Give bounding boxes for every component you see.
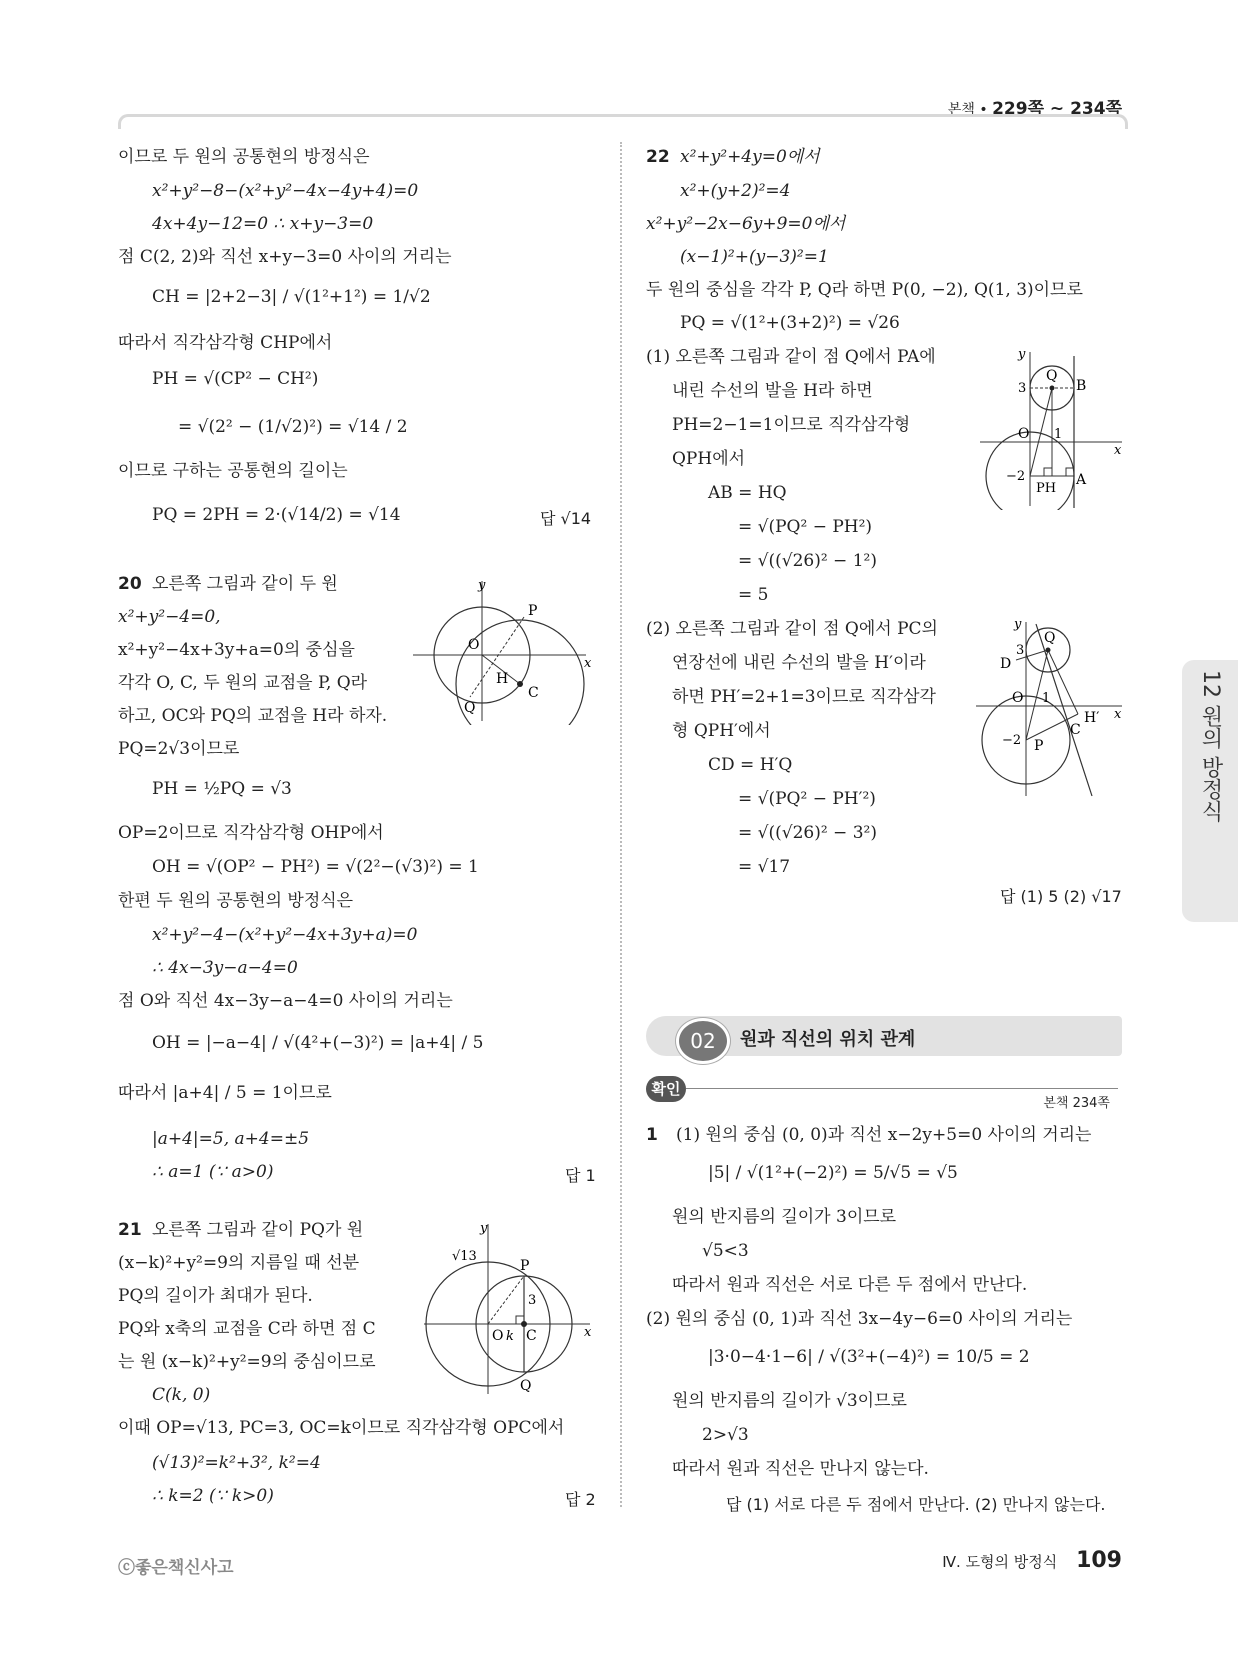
text-line: 하고, OC와 PQ의 교점을 H라 하자. — [118, 706, 388, 726]
text-line: 이므로 두 원의 공통현의 방정식은 — [118, 147, 370, 167]
text-line: (1) 원의 중심 (0, 0)과 직선 x−2y+5=0 사이의 거리는 — [676, 1125, 1092, 1145]
equation-line: |3·0−4·1−6| / √(3²+(−4)²) = 10/5 = 2 — [708, 1347, 1030, 1367]
fig-label: √13 — [452, 1249, 477, 1264]
equation-line: (√13)²=k²+3², k²=4 — [152, 1453, 321, 1473]
text-line: 원의 반지름의 길이가 3이므로 — [672, 1207, 897, 1227]
chapter-name: Ⅳ. 도형의 방정식 — [942, 1553, 1058, 1571]
equation-line: PQ = 2PH = 2·(√14/2) = √14 — [152, 505, 401, 525]
equation-line: |a+4|=5, a+4=±5 — [152, 1129, 310, 1149]
figure-tangent-2 — [972, 616, 1128, 804]
fig-label: D — [1000, 656, 1012, 672]
text-line: 하면 PH′=2+1=3이므로 직각삼각 — [672, 687, 936, 707]
fig-label: x — [584, 656, 592, 671]
text-line: (2) 오른쪽 그림과 같이 점 Q에서 PC의 — [646, 619, 938, 639]
equation-line: OH = √(OP² − PH²) = √(2²−(√3)²) = 1 — [152, 857, 479, 877]
fig-label: PH — [1036, 481, 1057, 496]
header-pages: 229쪽 ~ 234쪽 — [992, 99, 1122, 119]
fig-label: y — [1014, 617, 1022, 632]
fig-label: C — [526, 1328, 537, 1344]
equation-line: PH = √(CP² − CH²) — [152, 369, 319, 389]
fig-label: H′ — [1084, 710, 1100, 726]
equation-line: |5| / √(1²+(−2)²) = 5/√5 = √5 — [708, 1163, 958, 1183]
fig-label: O — [1018, 426, 1030, 442]
answer-badge: 답 (1) 5 (2) √17 — [1000, 887, 1122, 906]
equation-line: = √(2² − (1/√2)²) = √14 / 2 — [178, 417, 408, 437]
equation-line: = √((√26)² − 3²) — [738, 823, 877, 843]
fig-label: H — [496, 671, 509, 687]
page-footer — [942, 1548, 1122, 1573]
fig-label: P — [528, 603, 538, 619]
text-line: 각각 O, C, 두 원의 교점을 P, Q라 — [118, 673, 368, 693]
equation-line: √5<3 — [702, 1241, 749, 1261]
page-number: 109 — [1076, 1548, 1122, 1573]
text-line: 따라서 직각삼각형 CHP에서 — [118, 333, 333, 353]
fig-label: x — [584, 1325, 592, 1340]
text-line: 는 원 (x−k)²+y²=9의 중심이므로 — [118, 1352, 376, 1372]
equation-line: CH = |2+2−3| / √(1²+1²) = 1/√2 — [152, 287, 431, 307]
text-line: 형 QPH′에서 — [672, 721, 771, 741]
section-number: 02 — [676, 1018, 730, 1064]
problem-number: 1 — [646, 1125, 658, 1145]
equation-line: ∴ k=2 (∵ k>0) — [152, 1486, 274, 1506]
fig-label: B — [1076, 378, 1087, 394]
fig-label: y — [1018, 347, 1026, 362]
fig-label: x — [1114, 707, 1122, 722]
equation-line: x²+y²−4=0, — [118, 607, 221, 627]
header-label: 본책 — [947, 102, 975, 118]
equation-line: = √(PQ² − PH′²) — [738, 789, 876, 809]
text-line: QPH에서 — [672, 449, 746, 469]
equation-line: PH = ½PQ = √3 — [152, 779, 292, 799]
text-line: (1) 오른쪽 그림과 같이 점 Q에서 PA에 — [646, 347, 936, 367]
fig-label: k — [506, 1329, 514, 1344]
equation-line: x²+y²−2x−6y+9=0에서 — [646, 214, 846, 234]
text-line: 두 원의 중심을 각각 P, Q라 하면 P(0, −2), Q(1, 3)이므로 — [646, 280, 1083, 300]
text-line: 이므로 구하는 공통현의 길이는 — [118, 461, 348, 481]
chapter-tab-label: 12 원의 방정식 — [1198, 670, 1223, 822]
publisher-logo: ⓒ좋은책신사고 — [118, 1558, 234, 1578]
fig-label: x — [1114, 443, 1122, 458]
equation-line: AB = HQ — [708, 483, 787, 503]
fig-label: O — [1012, 690, 1024, 706]
fig-label: y — [480, 1221, 488, 1236]
equation-line: ∴ a=1 (∵ a>0) — [152, 1162, 274, 1182]
text-line: 점 C(2, 2)와 직선 x+y−3=0 사이의 거리는 — [118, 247, 452, 267]
equation-line: x²+y²−8−(x²+y²−4x−4y+4)=0 — [152, 181, 419, 201]
text-line: 따라서 원과 직선은 만나지 않는다. — [672, 1459, 929, 1479]
fig-label: 3 — [1016, 643, 1025, 658]
equation-line: ∴ 4x−3y−a−4=0 — [152, 958, 298, 978]
text-line: 따라서 |a+4| / 5 = 1이므로 — [118, 1083, 332, 1103]
text-line: 따라서 원과 직선은 서로 다른 두 점에서 만난다. — [672, 1275, 1028, 1295]
text-line: 오른쪽 그림과 같이 두 원 — [152, 574, 338, 594]
text-line: PH=2−1=1이므로 직각삼각형 — [672, 415, 911, 435]
problem-number: 22 — [646, 147, 670, 167]
fig-label: 1 — [1042, 691, 1051, 706]
problem-number: 20 — [118, 574, 142, 594]
fig-label: C — [528, 685, 539, 701]
equation-line: C(k, 0) — [152, 1385, 211, 1405]
fig-label: O — [492, 1328, 504, 1344]
problem-number: 21 — [118, 1220, 142, 1240]
figure-two-circles — [408, 575, 593, 725]
equation-line: = √(PQ² − PH²) — [738, 517, 873, 537]
fig-label: C — [1070, 722, 1081, 738]
text-line: OP=2이므로 직각삼각형 OHP에서 — [118, 823, 384, 843]
text-line: 오른쪽 그림과 같이 PQ가 원 — [152, 1220, 364, 1240]
fig-label: Q — [464, 700, 476, 716]
equation-line: 2>√3 — [702, 1425, 749, 1445]
equation-line: x²+y²−4−(x²+y²−4x+3y+a)=0 — [152, 925, 418, 945]
text-line: PQ와 x축의 교점을 C라 하면 점 C — [118, 1319, 376, 1339]
equation-line: = √((√26)² − 1²) — [738, 551, 877, 571]
answer-badge: 답 √14 — [540, 509, 592, 528]
section-title: 원과 직선의 위치 관계 — [740, 1029, 916, 1050]
text-line: 한편 두 원의 공통현의 방정식은 — [118, 891, 354, 911]
fig-label: 3 — [528, 1293, 537, 1308]
fig-label: P — [1034, 738, 1044, 754]
confirm-rule — [686, 1088, 1118, 1089]
text-line: 내린 수선의 발을 H라 하면 — [672, 381, 873, 401]
equation-line: (x−k)²+y²=9의 지름일 때 선분 — [118, 1253, 360, 1273]
equation-line: 4x+4y−12=0 ∴ x+y−3=0 — [152, 214, 374, 234]
fig-label: Q — [520, 1378, 532, 1394]
fig-label: y — [478, 578, 486, 593]
fig-label: −2 — [1002, 733, 1022, 748]
equation-line: (x−1)²+(y−3)²=1 — [680, 247, 829, 267]
fig-label: P — [520, 1258, 530, 1274]
fig-label: 3 — [1018, 381, 1027, 396]
figure-tangent-1 — [976, 346, 1126, 510]
fig-label: Q — [1046, 368, 1058, 384]
equation-line: = √17 — [738, 857, 791, 877]
answer-badge: 답 1 — [565, 1166, 596, 1185]
fig-label: O — [468, 637, 480, 653]
text-line: 연장선에 내린 수선의 발을 H′이라 — [672, 653, 926, 673]
text-line: 점 O와 직선 4x−3y−a−4=0 사이의 거리는 — [118, 991, 453, 1011]
text-line: 원의 반지름의 길이가 √3이므로 — [672, 1391, 907, 1411]
equation-line: PQ = √(1²+(3+2)²) = √26 — [680, 313, 900, 333]
equation-line: OH = |−a−4| / √(4²+(−3)²) = |a+4| / 5 — [152, 1033, 484, 1053]
fig-label: −2 — [1006, 469, 1026, 484]
answer-badge: 답 (1) 서로 다른 두 점에서 만난다. (2) 만나지 않는다. — [726, 1495, 1106, 1514]
fig-label: 1 — [1054, 427, 1063, 442]
confirm-badge: 확인 — [646, 1076, 686, 1102]
figure-circle-diameter — [420, 1218, 595, 1398]
fig-label: Q — [1044, 630, 1056, 646]
column-divider — [620, 142, 622, 1507]
answer-badge: 답 2 — [565, 1490, 596, 1509]
text-line: (2) 원의 중심 (0, 1)과 직선 3x−4y−6=0 사이의 거리는 — [646, 1309, 1073, 1329]
text-line: x²+y²−4x+3y+a=0의 중심을 — [118, 640, 355, 660]
confirm-reference: 본책 234쪽 — [1043, 1096, 1110, 1111]
top-rule — [118, 114, 1128, 129]
page-header: 본책 • 229쪽 ~ 234쪽 — [947, 99, 1122, 119]
equation-line: = 5 — [738, 585, 769, 605]
equation-line: x²+(y+2)²=4 — [680, 181, 791, 201]
equation-line: x²+y²+4y=0에서 — [680, 147, 820, 167]
text-line: PQ의 길이가 최대가 된다. — [118, 1286, 313, 1306]
fig-label: A — [1076, 472, 1087, 488]
text-line: 이때 OP=√13, PC=3, OC=k이므로 직각삼각형 OPC에서 — [118, 1418, 565, 1438]
equation-line: CD = H′Q — [708, 755, 793, 775]
text-line: PQ=2√3이므로 — [118, 739, 240, 759]
